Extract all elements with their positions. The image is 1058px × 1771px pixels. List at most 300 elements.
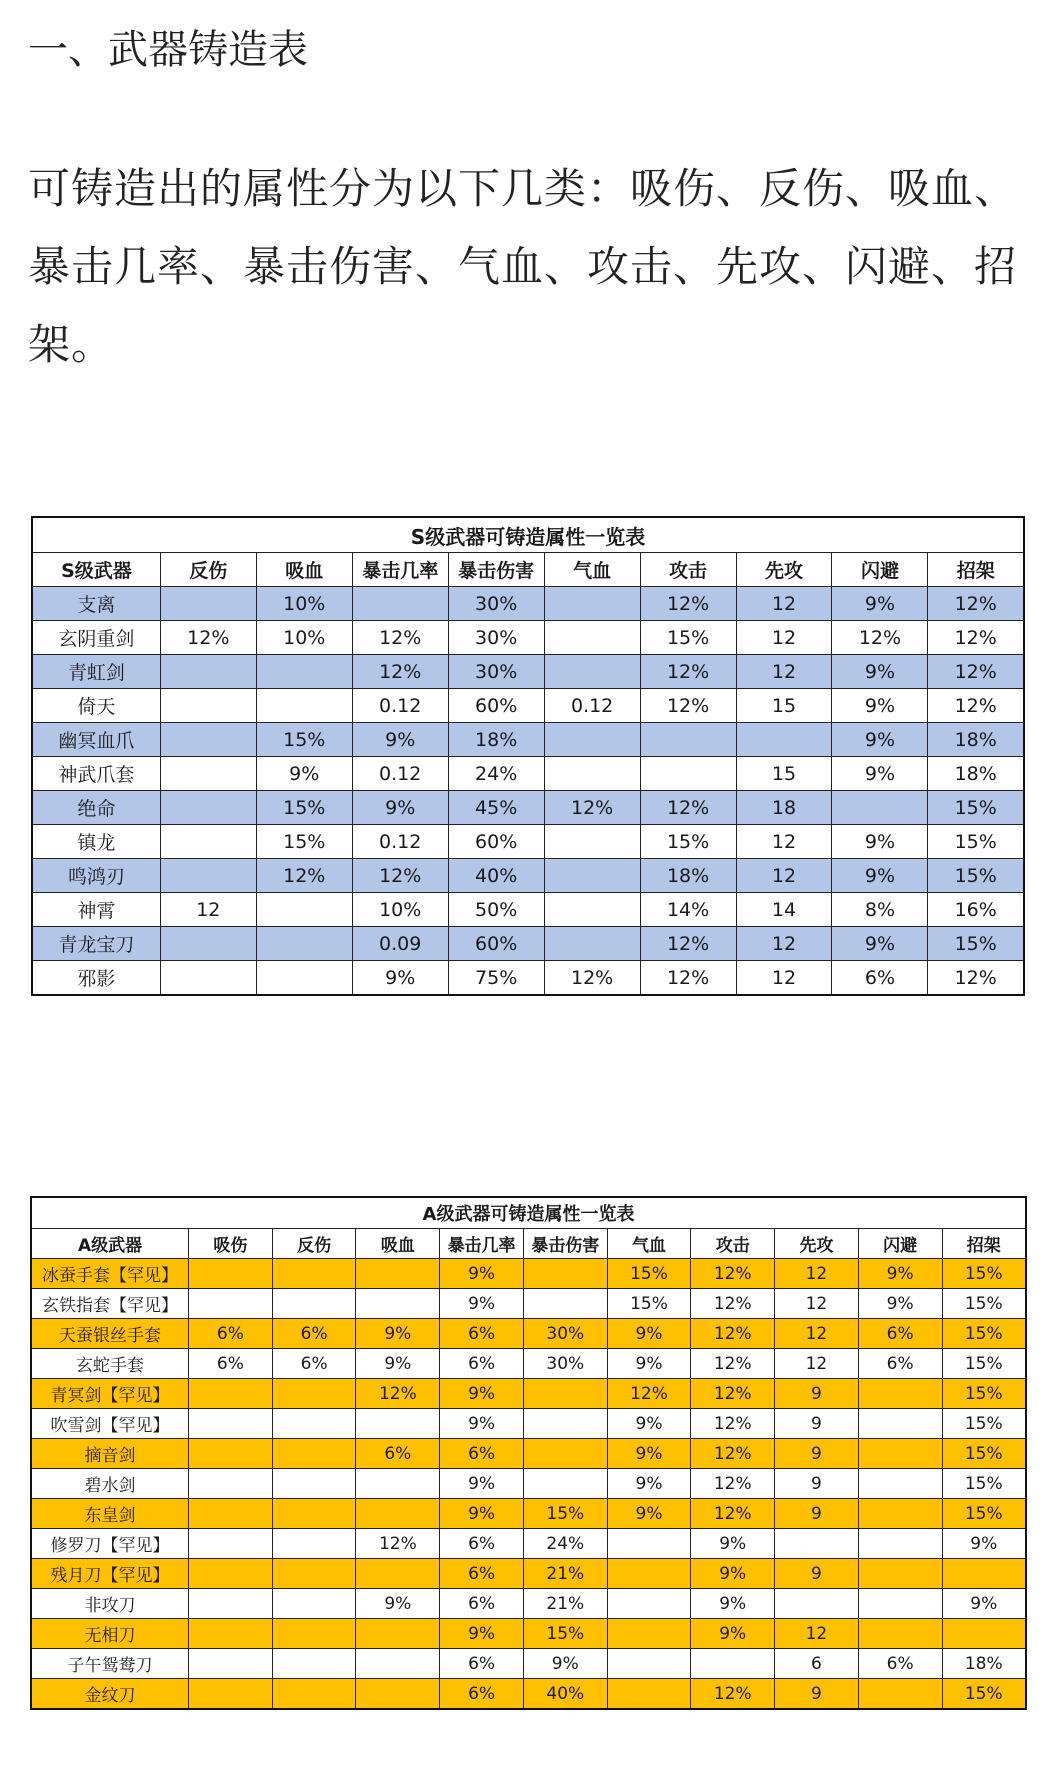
table-cell: 15%	[523, 1619, 607, 1649]
table-cell	[544, 655, 640, 689]
table-cell: 6%	[858, 1319, 942, 1349]
table-cell: 15%	[942, 1469, 1026, 1499]
table-cell: 9%	[256, 757, 352, 791]
table-cell: 14%	[640, 893, 736, 927]
s-weapon-table	[31, 516, 1025, 996]
table-cell: 12%	[928, 961, 1024, 996]
table-cell: 12%	[352, 859, 448, 893]
table-cell	[858, 1559, 942, 1589]
table-row	[32, 961, 1024, 996]
table-cell: 0.12	[352, 757, 448, 791]
table-cell: 9%	[440, 1379, 524, 1409]
table-cell: 15%	[640, 825, 736, 859]
table-cell: 9%	[607, 1499, 691, 1529]
table-cell: 12%	[691, 1469, 775, 1499]
table-cell: 12%	[691, 1679, 775, 1710]
table-cell: 6%	[272, 1349, 356, 1379]
table-cell: 12	[736, 859, 832, 893]
table-cell: 9	[775, 1439, 859, 1469]
column-header: 气血	[544, 553, 640, 587]
table-cell	[544, 825, 640, 859]
table-cell: 6%	[440, 1679, 524, 1710]
table-row	[31, 1619, 1026, 1649]
table-cell	[523, 1289, 607, 1319]
table-row	[31, 1289, 1026, 1319]
table-cell: 9%	[691, 1589, 775, 1619]
table-cell: 12%	[607, 1379, 691, 1409]
column-header: 吸伤	[189, 1229, 273, 1259]
weapon-name-cell: 幽冥血爪	[32, 723, 160, 757]
table-cell	[160, 655, 256, 689]
table-cell: 15%	[942, 1349, 1026, 1379]
column-header: 攻击	[691, 1229, 775, 1259]
table-cell: 12	[736, 825, 832, 859]
table-cell: 0.09	[352, 927, 448, 961]
table-cell	[858, 1439, 942, 1469]
table-cell: 6%	[189, 1319, 273, 1349]
weapon-name-cell: 碧水剑	[31, 1469, 189, 1499]
table-cell	[523, 1439, 607, 1469]
table-cell: 12%	[640, 961, 736, 996]
table-row	[32, 859, 1024, 893]
table-cell: 6%	[440, 1589, 524, 1619]
column-header: 暴击伤害	[448, 553, 544, 587]
table-cell	[189, 1409, 273, 1439]
weapon-name-cell: 镇龙	[32, 825, 160, 859]
table-cell	[160, 927, 256, 961]
table-cell: 15%	[942, 1379, 1026, 1409]
column-header: 先攻	[736, 553, 832, 587]
table-cell	[256, 927, 352, 961]
table-cell	[544, 893, 640, 927]
table-cell: 18%	[640, 859, 736, 893]
table-cell: 18%	[928, 757, 1024, 791]
table-row	[32, 621, 1024, 655]
table-row	[32, 791, 1024, 825]
weapon-name-cell: 邪影	[32, 961, 160, 996]
weapon-name-cell: 神霄	[32, 893, 160, 927]
intro-paragraph: 可铸造出的属性分为以下几类：吸伤、反伤、吸血、暴击几率、暴击伤害、气血、攻击、先攻、闪避、招架。	[28, 164, 1018, 369]
table-cell: 9	[775, 1679, 859, 1710]
table-cell	[356, 1469, 440, 1499]
table-cell: 60%	[448, 689, 544, 723]
table-cell: 6%	[440, 1529, 524, 1559]
column-header: 吸血	[356, 1229, 440, 1259]
table-cell: 30%	[523, 1349, 607, 1379]
table-cell: 15%	[942, 1499, 1026, 1529]
table-cell: 9%	[832, 757, 928, 791]
table-cell: 9%	[440, 1289, 524, 1319]
table-cell	[189, 1649, 273, 1679]
table-cell: 60%	[448, 825, 544, 859]
table-cell: 12%	[691, 1289, 775, 1319]
table-row	[31, 1679, 1026, 1710]
table-row	[31, 1559, 1026, 1589]
table-cell: 10%	[352, 893, 448, 927]
table-cell: 6%	[858, 1649, 942, 1679]
table-cell: 15%	[607, 1289, 691, 1319]
table-cell: 9%	[356, 1319, 440, 1349]
column-header: 反伤	[160, 553, 256, 587]
table-cell	[189, 1589, 273, 1619]
column-header: 暴击伤害	[523, 1229, 607, 1259]
table-cell: 6	[775, 1649, 859, 1679]
table-cell: 15%	[928, 825, 1024, 859]
table-cell: 12%	[691, 1379, 775, 1409]
table-cell: 14	[736, 893, 832, 927]
table-cell	[544, 927, 640, 961]
table-cell: 9	[775, 1379, 859, 1409]
table-cell: 9	[775, 1499, 859, 1529]
table-cell: 12%	[544, 791, 640, 825]
table-cell: 40%	[523, 1679, 607, 1710]
table-cell: 15%	[607, 1259, 691, 1289]
weapon-name-cell: 无相刀	[31, 1619, 189, 1649]
table-cell	[189, 1469, 273, 1499]
table-cell: 12%	[691, 1409, 775, 1439]
weapon-name-cell: 天蚕银丝手套	[31, 1319, 189, 1349]
table-row	[31, 1409, 1026, 1439]
table-row	[31, 1439, 1026, 1469]
table-cell	[640, 723, 736, 757]
table-cell	[189, 1289, 273, 1319]
table-cell: 9%	[356, 1349, 440, 1379]
table-cell: 9%	[607, 1319, 691, 1349]
table-cell: 15	[736, 757, 832, 791]
table-cell: 8%	[832, 893, 928, 927]
table-cell: 12%	[691, 1499, 775, 1529]
column-header: 攻击	[640, 553, 736, 587]
table-cell	[189, 1559, 273, 1589]
table-row	[31, 1259, 1026, 1289]
table-cell	[544, 587, 640, 621]
weapon-name-cell: 青冥剑【罕见】	[31, 1379, 189, 1409]
table-cell	[544, 859, 640, 893]
weapon-name-cell: 支离	[32, 587, 160, 621]
table-cell	[691, 1649, 775, 1679]
table-cell: 12%	[691, 1319, 775, 1349]
table-row	[32, 689, 1024, 723]
table-cell: 15%	[942, 1319, 1026, 1349]
column-header: 气血	[607, 1229, 691, 1259]
table-cell: 15%	[256, 723, 352, 757]
table-cell: 24%	[523, 1529, 607, 1559]
s-header-row	[32, 553, 1024, 587]
table-cell	[160, 825, 256, 859]
table-cell	[189, 1259, 273, 1289]
weapon-name-cell: 残月刀【罕见】	[31, 1559, 189, 1589]
weapon-name-cell: 玄阴重剑	[32, 621, 160, 655]
table-cell	[356, 1679, 440, 1710]
table-cell: 0.12	[352, 689, 448, 723]
table-cell: 9%	[832, 825, 928, 859]
table-row	[32, 893, 1024, 927]
table-cell: 45%	[448, 791, 544, 825]
table-cell	[607, 1559, 691, 1589]
table-cell	[607, 1649, 691, 1679]
table-row	[31, 1469, 1026, 1499]
table-cell: 6%	[858, 1349, 942, 1379]
table-cell	[356, 1409, 440, 1439]
table-cell: 12	[736, 961, 832, 996]
table-cell	[272, 1259, 356, 1289]
table-cell	[189, 1379, 273, 1409]
table-cell	[775, 1589, 859, 1619]
table-cell: 12%	[256, 859, 352, 893]
table-cell: 9%	[858, 1289, 942, 1319]
table-cell	[256, 655, 352, 689]
a-table-title: A级武器可铸造属性一览表	[31, 1197, 1026, 1229]
table-cell	[272, 1559, 356, 1589]
table-cell: 18%	[942, 1649, 1026, 1679]
table-row	[31, 1319, 1026, 1349]
s-table-title: S级武器可铸造属性一览表	[32, 517, 1024, 553]
table-cell: 9%	[942, 1589, 1026, 1619]
table-cell: 12%	[544, 961, 640, 996]
table-cell: 9%	[440, 1619, 524, 1649]
table-cell: 30%	[448, 621, 544, 655]
table-cell	[607, 1619, 691, 1649]
column-header: 暴击几率	[440, 1229, 524, 1259]
column-header: 反伤	[272, 1229, 356, 1259]
column-header: 先攻	[775, 1229, 859, 1259]
table-cell: 9%	[832, 689, 928, 723]
table-cell: 6%	[440, 1349, 524, 1379]
table-cell	[352, 587, 448, 621]
table-cell: 9	[775, 1469, 859, 1499]
table-cell	[160, 723, 256, 757]
table-cell: 0.12	[544, 689, 640, 723]
weapon-name-cell: 神武爪套	[32, 757, 160, 791]
table-row	[32, 655, 1024, 689]
table-cell	[356, 1289, 440, 1319]
table-cell: 12	[736, 927, 832, 961]
table-cell: 10%	[256, 621, 352, 655]
table-cell: 75%	[448, 961, 544, 996]
table-cell	[272, 1679, 356, 1710]
weapon-name-cell: 金纹刀	[31, 1679, 189, 1710]
table-cell: 15%	[523, 1499, 607, 1529]
table-cell	[523, 1379, 607, 1409]
table-row	[31, 1499, 1026, 1529]
table-cell: 9%	[942, 1529, 1026, 1559]
table-cell: 15%	[256, 791, 352, 825]
table-cell	[272, 1589, 356, 1619]
table-row	[31, 1349, 1026, 1379]
column-header: 闪避	[832, 553, 928, 587]
table-cell: 9%	[440, 1259, 524, 1289]
table-cell	[160, 961, 256, 996]
table-cell: 15	[736, 689, 832, 723]
table-cell	[160, 757, 256, 791]
table-cell	[272, 1409, 356, 1439]
table-cell: 15%	[942, 1289, 1026, 1319]
table-cell: 9%	[607, 1349, 691, 1379]
weapon-name-cell: 吹雪剑【罕见】	[31, 1409, 189, 1439]
table-cell: 12	[775, 1349, 859, 1379]
table-cell: 12	[775, 1259, 859, 1289]
weapon-name-cell: 修罗刀【罕见】	[31, 1529, 189, 1559]
table-cell	[160, 689, 256, 723]
table-cell: 9%	[832, 587, 928, 621]
a-header-row	[31, 1229, 1026, 1259]
weapon-name-cell: 玄蛇手套	[31, 1349, 189, 1379]
table-row	[32, 723, 1024, 757]
table-row	[31, 1649, 1026, 1679]
weapon-name-cell: 鸣鸿刃	[32, 859, 160, 893]
table-cell	[272, 1619, 356, 1649]
table-cell: 15%	[942, 1259, 1026, 1289]
s-title-row	[32, 517, 1024, 553]
weapon-name-cell: 玄铁指套【罕见】	[31, 1289, 189, 1319]
table-cell	[356, 1649, 440, 1679]
table-cell: 40%	[448, 859, 544, 893]
table-cell: 12	[160, 893, 256, 927]
table-cell: 9%	[832, 655, 928, 689]
table-row	[31, 1379, 1026, 1409]
table-cell: 12	[775, 1619, 859, 1649]
table-cell: 30%	[448, 587, 544, 621]
table-cell: 9%	[832, 927, 928, 961]
table-cell	[858, 1379, 942, 1409]
column-header: 吸血	[256, 553, 352, 587]
table-cell	[858, 1679, 942, 1710]
table-cell: 12%	[832, 621, 928, 655]
table-cell: 9%	[858, 1259, 942, 1289]
table-cell	[775, 1529, 859, 1559]
table-row	[31, 1589, 1026, 1619]
column-header: 招架	[942, 1229, 1026, 1259]
table-cell	[523, 1259, 607, 1289]
table-cell	[272, 1379, 356, 1409]
table-cell: 12%	[640, 655, 736, 689]
table-cell: 9%	[832, 723, 928, 757]
table-cell	[523, 1469, 607, 1499]
table-cell: 15%	[928, 927, 1024, 961]
table-cell: 9%	[440, 1469, 524, 1499]
table-cell	[189, 1529, 273, 1559]
table-cell	[272, 1529, 356, 1559]
table-cell: 12%	[928, 655, 1024, 689]
table-cell: 6%	[832, 961, 928, 996]
table-cell	[189, 1619, 273, 1649]
table-cell	[189, 1499, 273, 1529]
weapon-name-cell: 青虹剑	[32, 655, 160, 689]
table-cell: 18	[736, 791, 832, 825]
table-cell: 12%	[352, 655, 448, 689]
table-cell	[256, 893, 352, 927]
table-cell: 12	[775, 1289, 859, 1319]
table-cell	[858, 1469, 942, 1499]
table-cell: 12	[736, 621, 832, 655]
table-cell: 9%	[440, 1499, 524, 1529]
table-cell	[256, 961, 352, 996]
column-header: 招架	[928, 553, 1024, 587]
table-cell	[858, 1589, 942, 1619]
table-cell: 12%	[691, 1439, 775, 1469]
table-cell: 9%	[352, 791, 448, 825]
table-cell: 9%	[691, 1529, 775, 1559]
table-cell: 9%	[352, 723, 448, 757]
table-cell	[272, 1439, 356, 1469]
table-cell: 12%	[928, 621, 1024, 655]
table-cell: 18%	[928, 723, 1024, 757]
table-cell: 9%	[691, 1619, 775, 1649]
table-cell: 6%	[272, 1319, 356, 1349]
table-cell: 6%	[356, 1439, 440, 1469]
table-cell: 6%	[440, 1319, 524, 1349]
table-cell	[544, 621, 640, 655]
weapon-name-cell: 倚天	[32, 689, 160, 723]
table-cell	[189, 1439, 273, 1469]
table-cell: 12%	[356, 1529, 440, 1559]
table-cell	[272, 1469, 356, 1499]
table-cell: 21%	[523, 1589, 607, 1619]
table-cell	[544, 723, 640, 757]
table-cell: 18%	[448, 723, 544, 757]
table-cell	[160, 587, 256, 621]
table-cell	[356, 1559, 440, 1589]
table-cell	[272, 1649, 356, 1679]
table-cell	[272, 1499, 356, 1529]
weapon-name-cell: 冰蚕手套【罕见】	[31, 1259, 189, 1289]
table-cell: 16%	[928, 893, 1024, 927]
table-cell: 15%	[256, 825, 352, 859]
table-cell	[858, 1619, 942, 1649]
table-cell: 9%	[352, 961, 448, 996]
table-cell: 9%	[607, 1439, 691, 1469]
table-row	[32, 587, 1024, 621]
table-cell: 21%	[523, 1559, 607, 1589]
table-cell	[544, 757, 640, 791]
table-cell	[832, 791, 928, 825]
table-cell: 9%	[523, 1649, 607, 1679]
table-cell	[607, 1679, 691, 1710]
table-cell	[858, 1409, 942, 1439]
table-row	[32, 757, 1024, 791]
table-cell: 15%	[942, 1409, 1026, 1439]
table-cell	[607, 1589, 691, 1619]
table-cell: 12%	[356, 1379, 440, 1409]
column-header: 暴击几率	[352, 553, 448, 587]
table-cell	[356, 1499, 440, 1529]
table-cell: 9	[775, 1559, 859, 1589]
table-cell: 9%	[691, 1559, 775, 1589]
weapon-name-cell: 青龙宝刀	[32, 927, 160, 961]
table-cell: 12%	[352, 621, 448, 655]
table-cell	[942, 1559, 1026, 1589]
table-cell: 12%	[640, 927, 736, 961]
table-cell: 9%	[607, 1469, 691, 1499]
table-cell: 12%	[640, 689, 736, 723]
table-cell: 30%	[523, 1319, 607, 1349]
weapon-name-cell: 东皇剑	[31, 1499, 189, 1529]
table-cell: 0.12	[352, 825, 448, 859]
table-cell: 15%	[928, 859, 1024, 893]
table-cell	[607, 1529, 691, 1559]
table-cell: 50%	[448, 893, 544, 927]
table-cell: 6%	[189, 1349, 273, 1379]
weapon-name-cell: 子午鸳鸯刀	[31, 1649, 189, 1679]
table-cell: 12	[736, 655, 832, 689]
table-cell: 12%	[928, 689, 1024, 723]
table-cell: 60%	[448, 927, 544, 961]
table-cell: 6%	[440, 1559, 524, 1589]
table-cell: 24%	[448, 757, 544, 791]
table-cell	[523, 1409, 607, 1439]
weapon-name-cell: 绝命	[32, 791, 160, 825]
table-cell: 9	[775, 1409, 859, 1439]
